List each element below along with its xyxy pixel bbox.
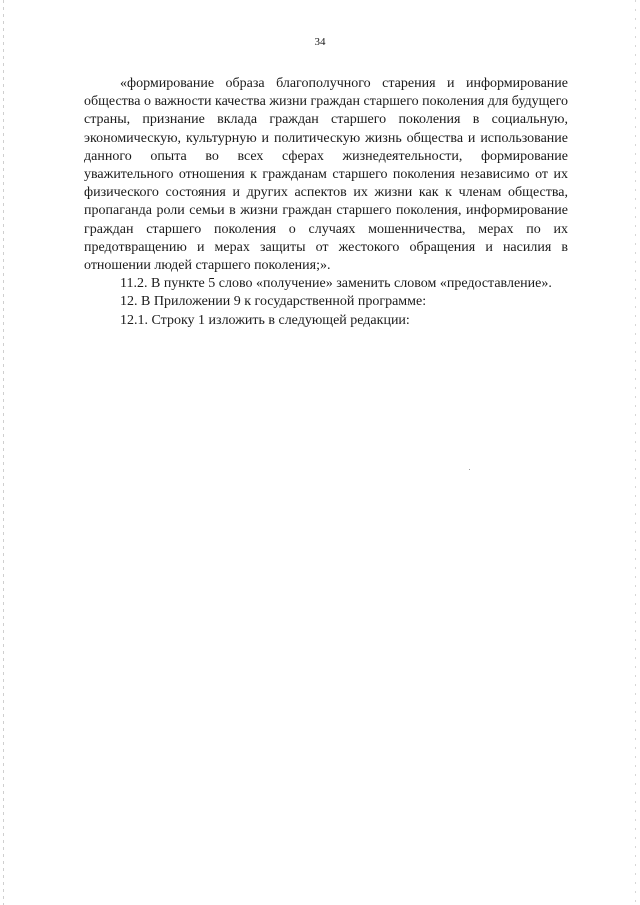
- paragraph-11-2: 11.2. В пункте 5 слово «получение» заменить словом «предоставление».: [120, 276, 552, 292]
- scan-speck: [469, 469, 470, 470]
- scan-edge-right: [635, 0, 636, 905]
- paragraph-quote: «формирование образа благополучного старения и информирование общества о важности качества жизни граждан старшего поколения для будущего страны, признание вклада граждан старшего поколения в социальную, экономическую, культурную и политическую жизнь общества и использование данного опыта во всех сферах жизнедеятельности, формирование уважительного отношения к гражданам старшего поколения независимо от их физического состояния и других аспектов их жизни как к членам общества, пропаганда роли семьи в жизни граждан старшего поколения, информирование граждан старшего поколения о случаях мошенничества, мерах по их предотвращению и мерах защиты от жестокого обращения и насилия в отношении людей старшего поколения;».: [84, 76, 568, 274]
- page-number: 34: [314, 36, 326, 48]
- paragraph-12-1: 12.1. Строку 1 изложить в следующей редакции:: [120, 312, 410, 328]
- paragraph-12: 12. В Приложении 9 к государственной программе:: [120, 294, 427, 310]
- document-body: [84, 75, 568, 330]
- scan-edge-left: [3, 0, 4, 905]
